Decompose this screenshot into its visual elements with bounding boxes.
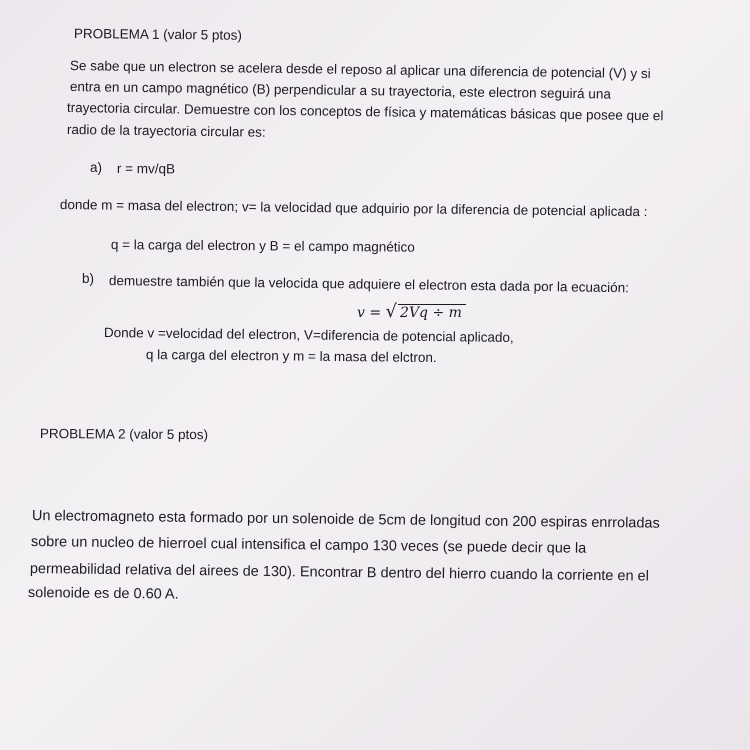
part-b-marker: b) [82,271,95,286]
sqrt-sign: √ [385,301,398,322]
problem1-heading: PROBLEMA 1 (valor 5 ptos) [73,26,243,43]
part-a-formula: r = mv/qB [116,161,176,177]
part-b-statement: demuestre también que la velocida que adquiere el electron esta dada por la ecuación: [108,273,630,296]
part-b-where-line-1: Donde v =velocidad del electron, V=diferencia de potencial aplicado, [103,325,514,346]
problem1-intro-line-2: entra en un campo magnético (B) perpendicular a su trayectoria, este electron seguirá una [69,79,612,102]
problem2-line-4: solenoide es de 0.60 A. [27,585,179,603]
problem2-line-3: permeabilidad relativa del airees de 130). Encontrar B dentro del hierro cuando la corriente en el [29,561,650,585]
velocity-equation [357,301,466,323]
problem2-heading: PROBLEMA 2 (valor 5 ptos) [39,426,209,443]
problem1-intro-line-4: radio de la trayectoria circular es: [66,122,266,140]
problem2-line-1: Un electromagneto esta formado por un solenoide de 5cm de longitud con 200 espiras enrroladas [31,508,660,532]
problem1-intro-line-3: trayectoria circular. Demuestre con los conceptos de física y matemáticas básicas que posee que el [66,100,664,124]
equation-lhs: v = [357,305,386,321]
part-a-charge-line: q = la carga del electron y B = el campo magnético [110,237,415,255]
equation-radicand: 2Vq ÷ m [398,304,466,322]
part-a-where-line: donde m = masa del electron; v= la velocidad que adquirio por la diferencia de potencial aplicada : [59,197,648,220]
problem2-line-2: sobre un nucleo de hierroel cual intensifica el campo 130 veces (se puede decir que la [30,534,587,557]
part-a-marker: a) [90,160,103,175]
part-b-where-line-2: q la carga del electron y m = la masa del elctron. [145,347,437,366]
problem1-intro-line-1: Se sabe que un electron se acelera desde el reposo al aplicar una diferencia de potencial (V) y si [69,58,651,82]
